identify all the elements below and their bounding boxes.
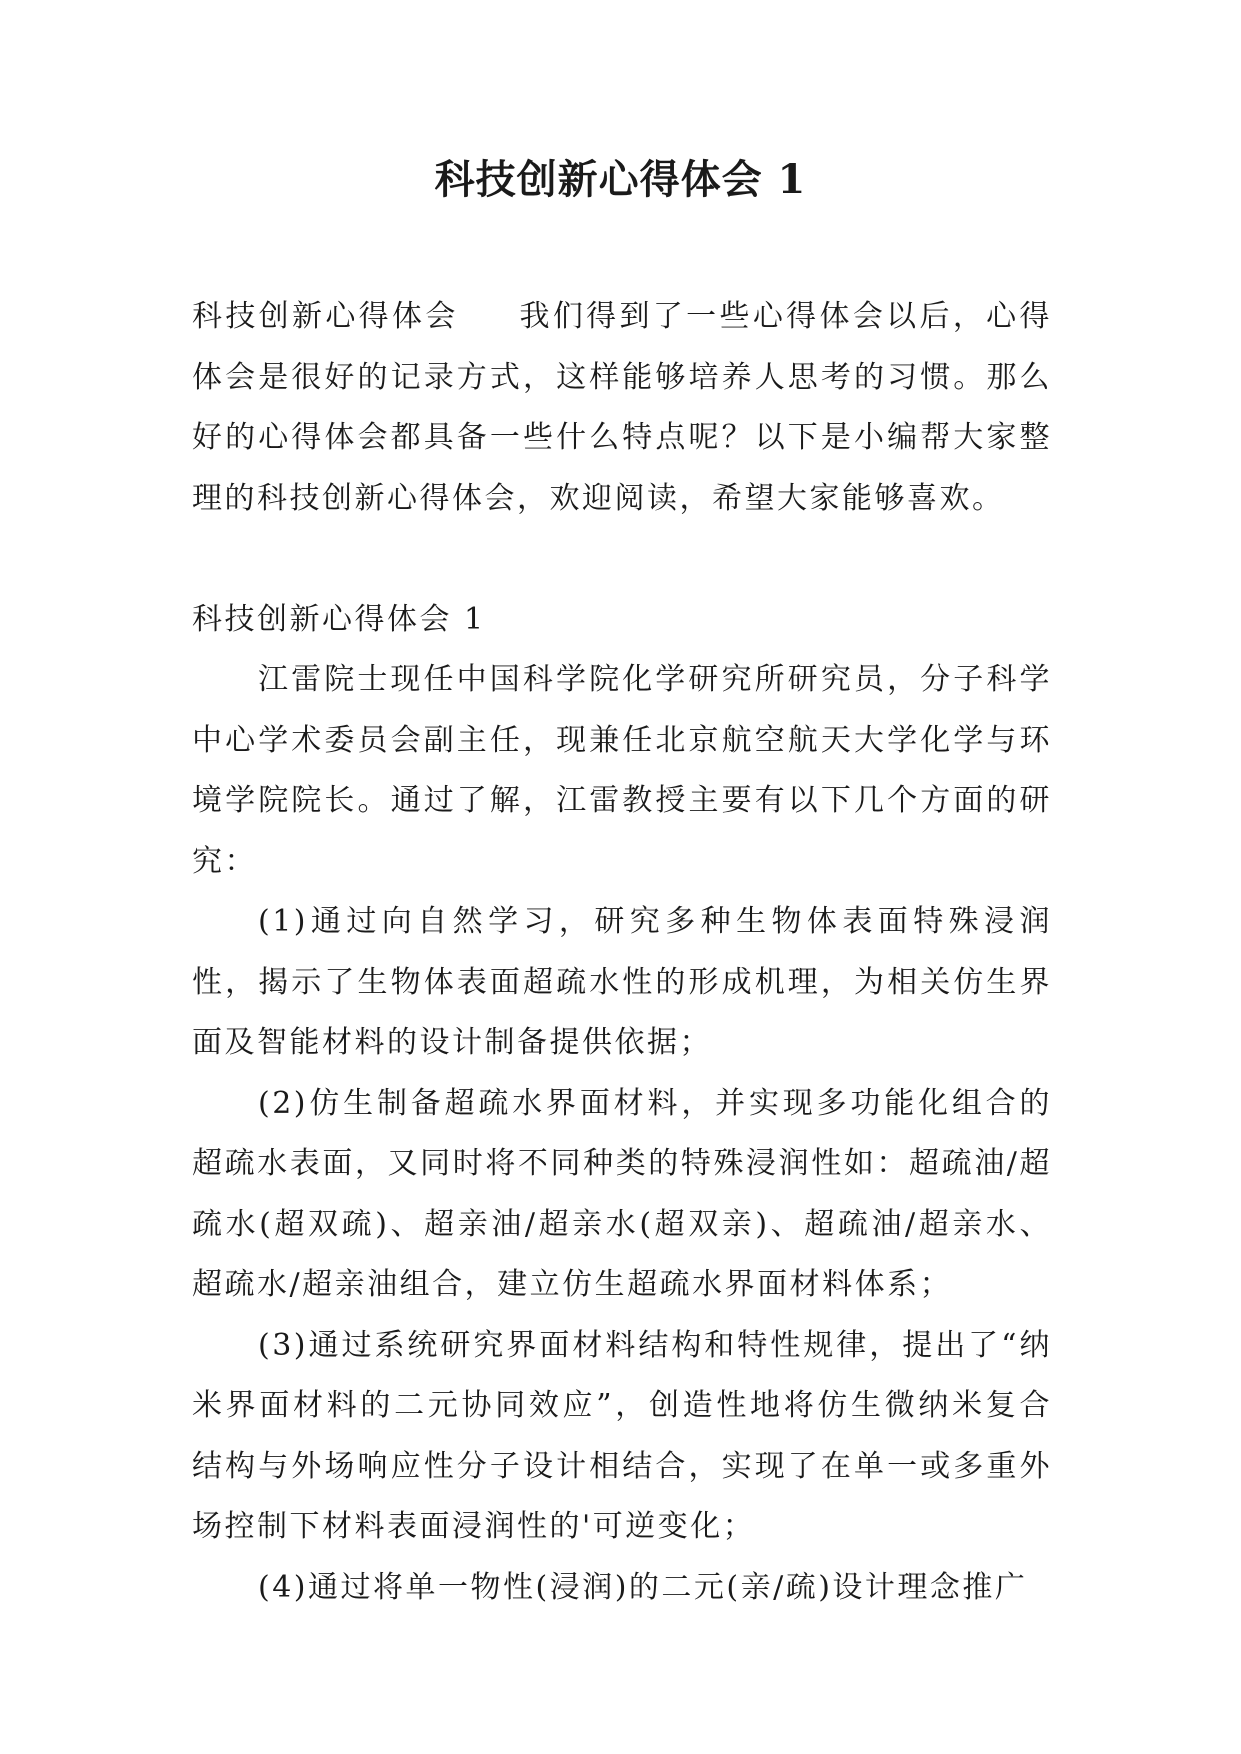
document-title: 科技创新心得体会 1 <box>434 156 807 203</box>
body-paragraph-1: 江雷院士现任中国科学院化学研究所研究员，分子科学中心学术委员会副主任，现兼任北京航空航天大学化学与环境学院院长。通过了解，江雷教授主要有以下几个方面的研究： <box>192 662 1052 879</box>
intro-paragraph <box>192 287 1052 529</box>
section-heading: 科技创新心得体会 1 <box>192 601 486 637</box>
intro-lead: 科技创新心得体会 <box>192 299 459 334</box>
body-paragraph-4: (3)通过系统研究界面材料结构和特性规律，提出了“纳米界面材料的二元协同效应”，创造性地将仿生微纳米复合结构与外场响应性分子设计相结合，实现了在单一或多重外场控制下材料表面浸润性的'可逆变化； <box>192 1327 1052 1544</box>
body-paragraph-2: (1)通过向自然学习，研究多种生物体表面特殊浸润性，揭示了生物体表面超疏水性的形成机理，为相关仿生界面及智能材料的设计制备提供依据； <box>192 904 1052 1060</box>
body-paragraph-5: (4)通过将单一物性(浸润)的二元(亲/疏)设计理念推广 <box>258 1569 1028 1605</box>
body-paragraph-3: (2)仿生制备超疏水界面材料，并实现多功能化组合的超疏水表面，又同时将不同种类的特殊浸润性如：超疏油/超疏水(超双疏)、超亲油/超亲水(超双亲)、超疏油/超亲水、超疏水/超亲油组合，建立仿生超疏水界面材料体系； <box>192 1085 1052 1302</box>
document-body <box>192 287 1052 1618</box>
intro-text: 我们得到了一些心得体会以后，心得体会是很好的记录方式，这样能够培养人思考的习惯。那么好的心得体会都具备一些什么特点呢？以下是小编帮大家整理的科技创新心得体会，欢迎阅读，希望大家能够喜欢。 <box>192 299 1053 516</box>
